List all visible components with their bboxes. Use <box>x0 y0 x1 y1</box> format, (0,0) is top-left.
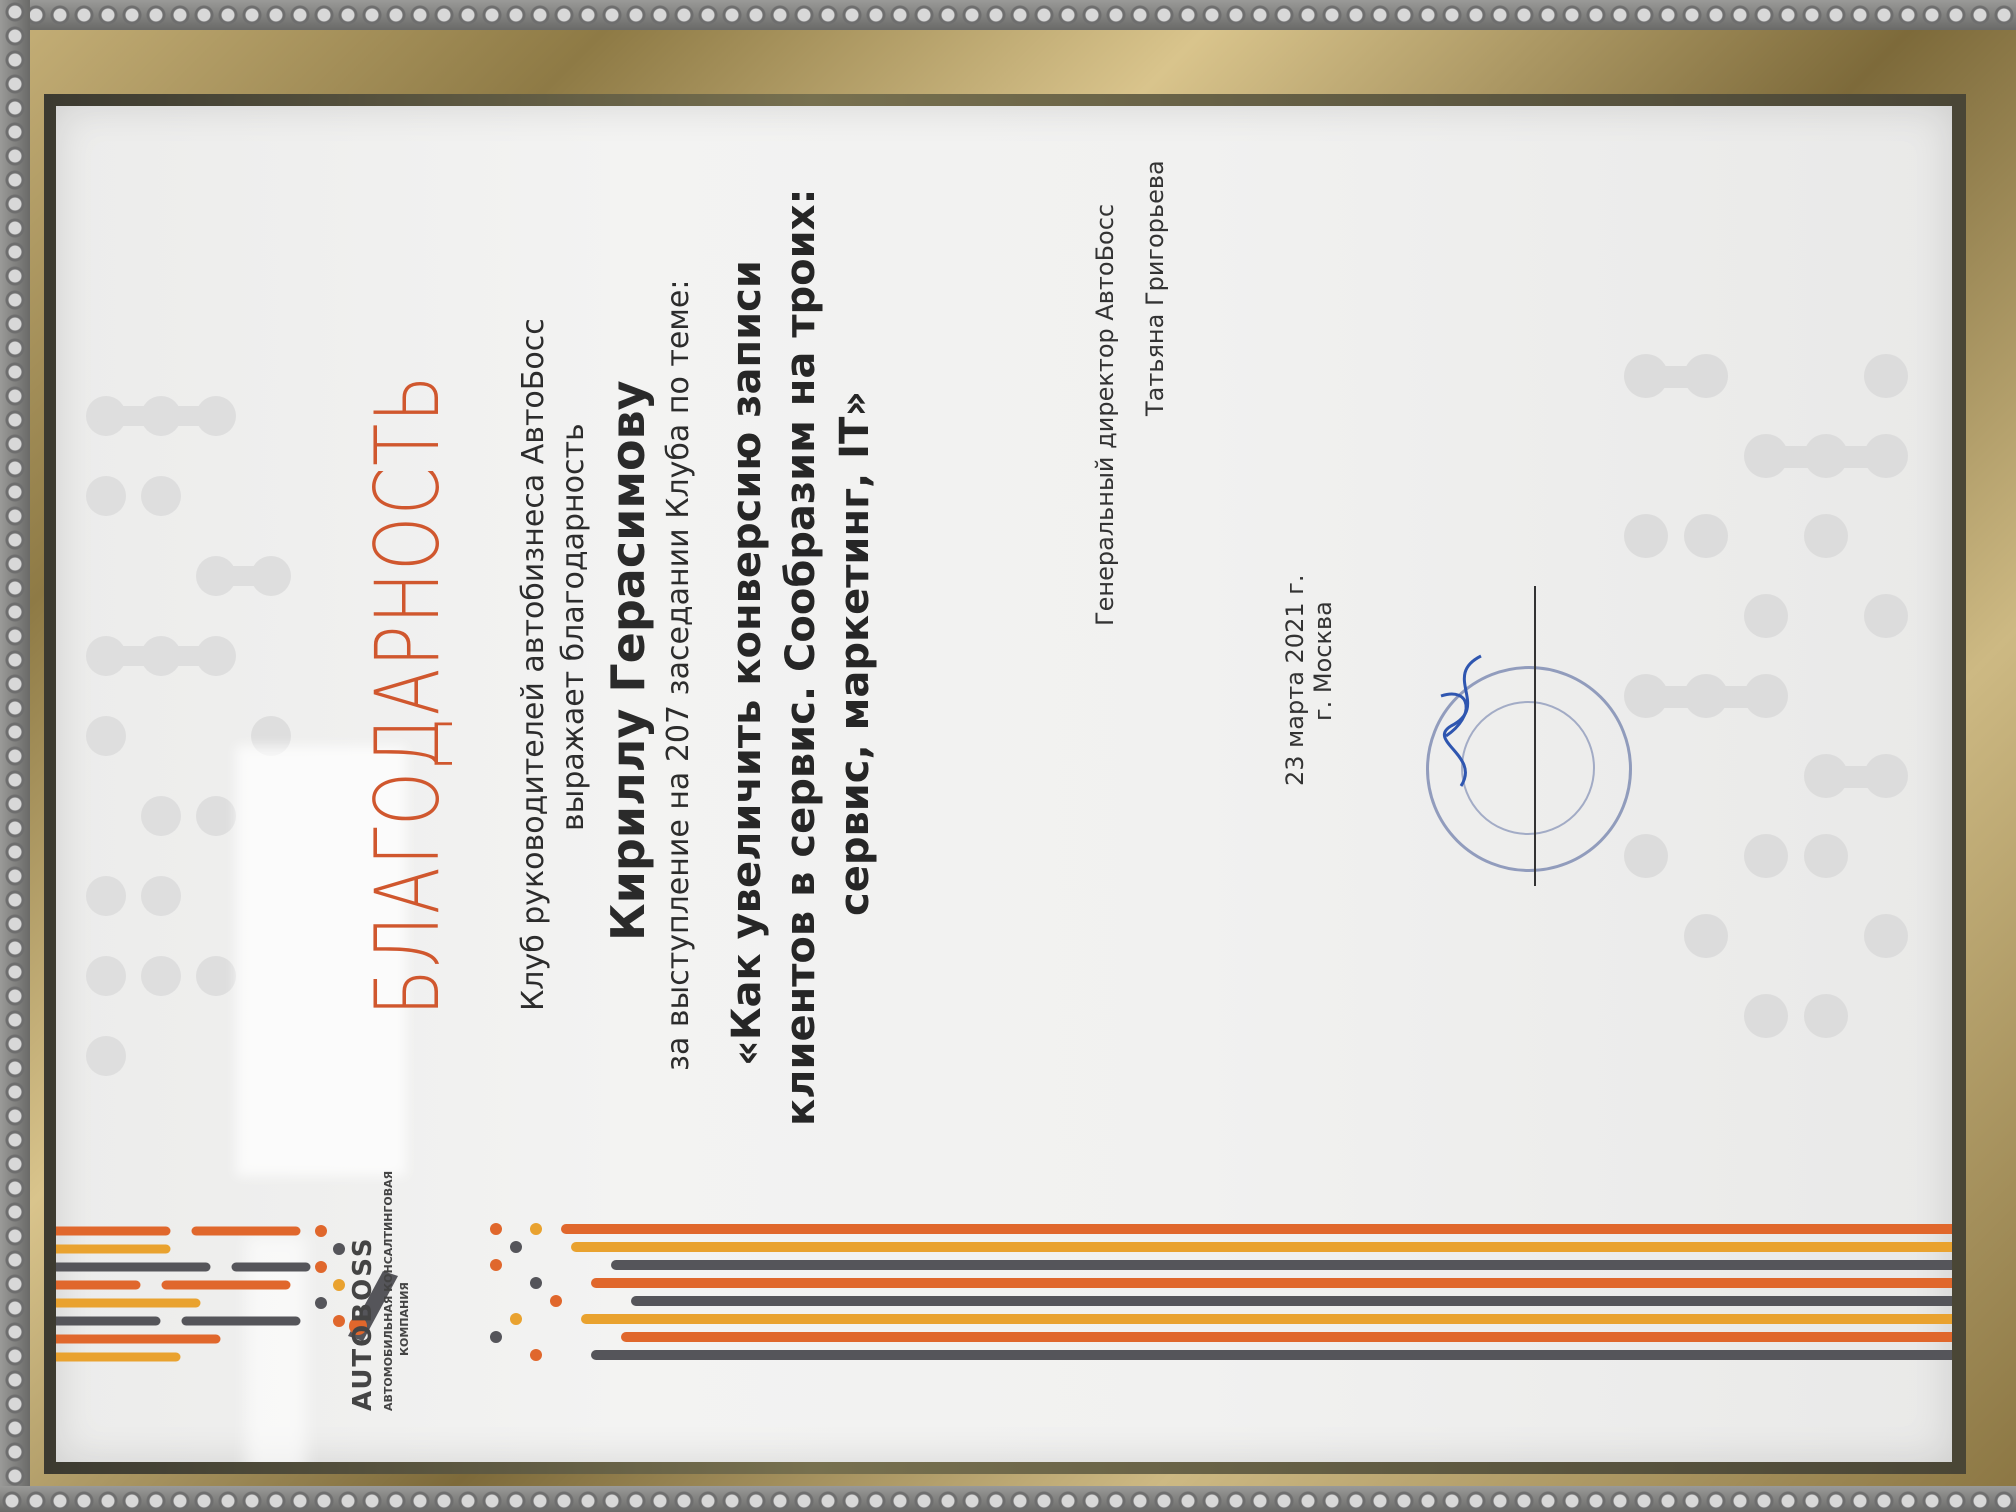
dot-pattern-right <box>1586 276 1952 1176</box>
logo-subtitle-2: КОМПАНИЯ <box>398 1282 411 1356</box>
certificate-date: 23 марта 2021 г. <box>1281 574 1309 786</box>
recipient-name: Кириллу Герасимову <box>601 380 655 941</box>
topic-line-2: клиентов в сервис. Сообразим на троих: <box>778 188 824 1126</box>
reason-line: за выступление на 207 заседании Клуба по теме: <box>661 279 696 1071</box>
topic-line-3: сервис, маркетинг, IT» <box>832 390 878 916</box>
expresses-line: выражает благодарность <box>556 423 591 831</box>
signature-line <box>1534 586 1536 886</box>
frame-bead-bottom <box>0 1486 2016 1512</box>
certificate-paper <box>56 106 1952 1462</box>
logo-subtitle-1: АВТОМОБИЛЬНАЯ КОНСАЛТИНГОВАЯ <box>382 1170 395 1411</box>
stripe-dots-right <box>490 1223 562 1361</box>
topic-line-1: «Как увеличить конверсию записи <box>724 260 770 1066</box>
signer-role: Генеральный директор АвтоБосс <box>1091 203 1119 626</box>
handwritten-signature <box>1421 646 1511 806</box>
signer-name: Татьяна Григорьева <box>1141 160 1169 416</box>
frame-bead-top <box>0 0 2016 30</box>
stripe-group-left <box>56 1231 306 1357</box>
club-line: Клуб руководителей автобизнеса АвтоБосс <box>516 318 551 1011</box>
certificate-city: г. Москва <box>1309 601 1337 721</box>
frame-bead-left <box>0 0 30 1512</box>
certificate-title: БЛАГОДАРНОСТЬ <box>356 373 459 1017</box>
logo-brand: AUTOBOSS <box>348 1236 378 1411</box>
stripe-group-right <box>566 1229 1952 1355</box>
